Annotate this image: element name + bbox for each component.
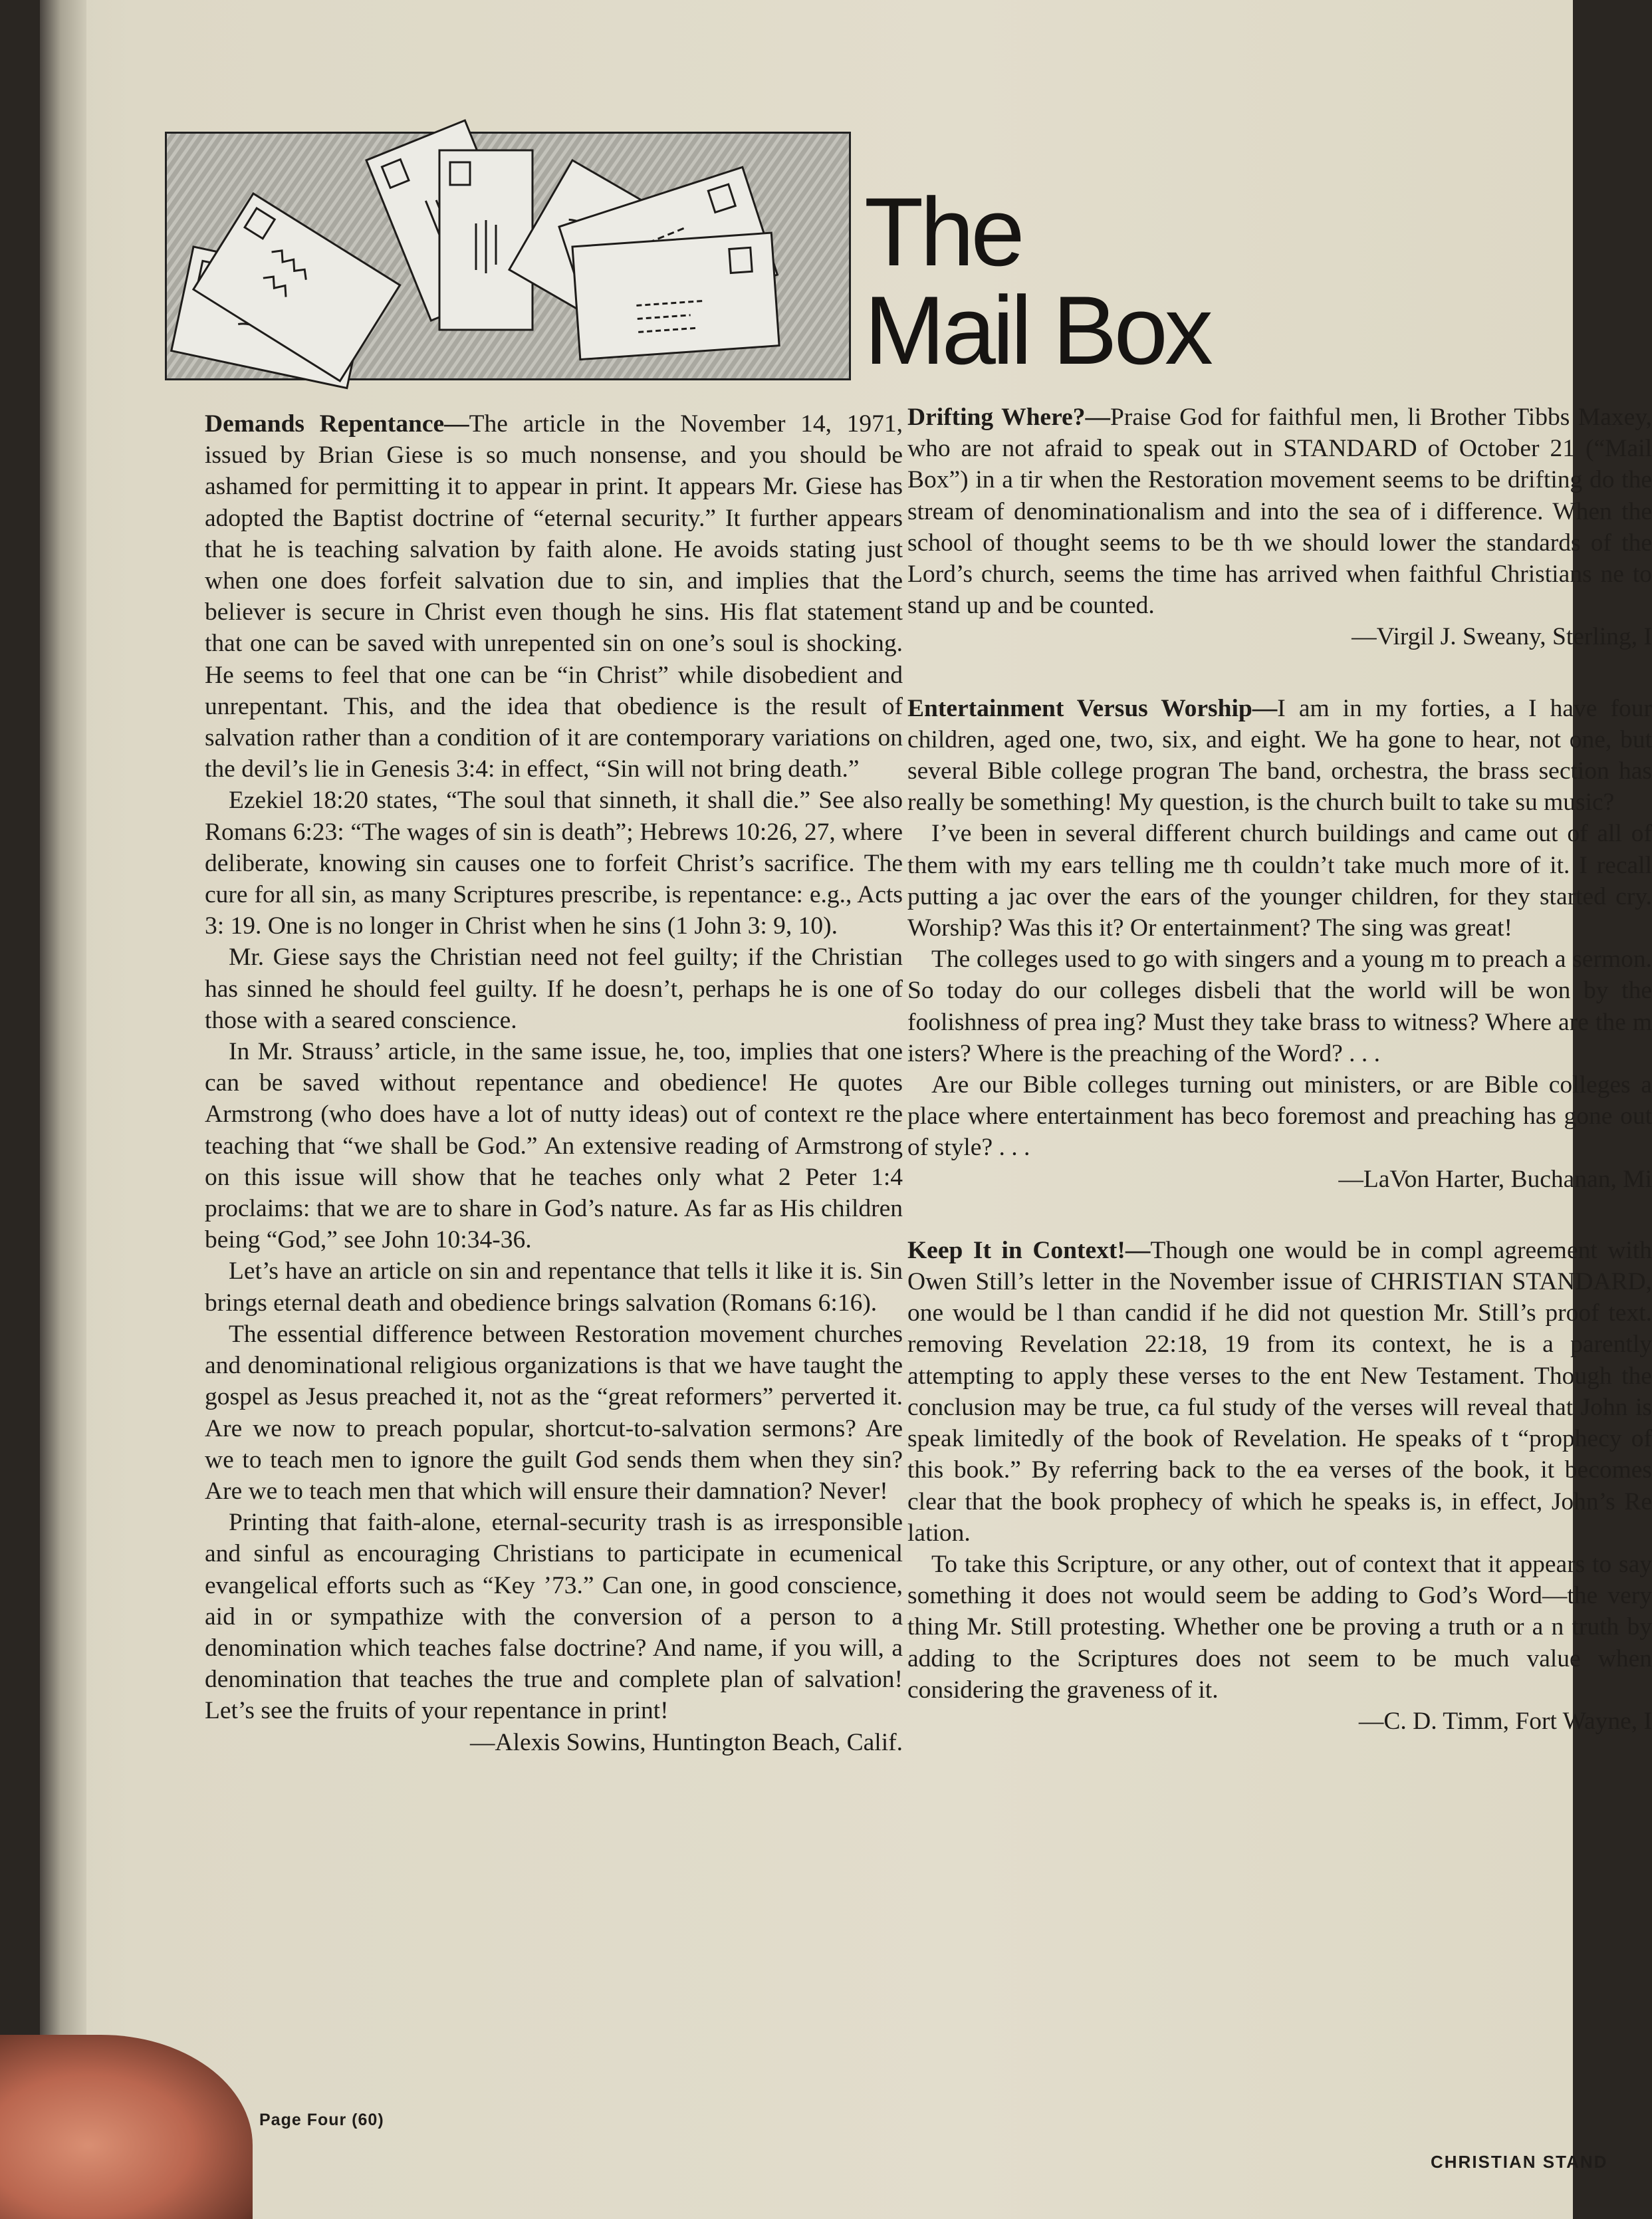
letter-paragraph: In Mr. Strauss’ article, in the same issue, he, too, implies that one can be saved without repentance and obedience! He quotes Armstrong (who does have a lot of nutty ideas) out of context re the teaching that “we shall be God.” An extensive reading of Armstrong on this issue will show that he teaches only what 2 Peter 1:4 proclaims: that we are to share in God’s nature. As far as His children being “God,” see John 10:34-36. xyxy=(205,1038,903,1254)
letter-demands-repentance xyxy=(205,408,903,1758)
binding-spine xyxy=(40,0,86,2219)
letter-paragraph: Though one would be in compl agreement with Owen Still’s letter in the November issue of CHRISTIAN STANDARD, one would be l than candid if he did not question Mr. Still’s proof text. removing Revelation 22:18, 19 from its context, he is a parently attempting to apply these verses to the ent New Testament. Though the conclusion may be true, ca ful study of the verses will reveal that John is speak limitedly of the book of Revelation. He speaks of t “prophecy of this book.” By referring back to the ea verses of the book, it becomes clear that the book prophecy of which he speaks is, in effect, John’s Re lation. xyxy=(907,1236,1652,1547)
letter-signature: —Virgil J. Sweany, Sterling, I xyxy=(1352,623,1652,651)
letter-heading: Drifting Where?— xyxy=(907,404,1110,431)
letter-entertainment-versus-worship xyxy=(907,693,1652,1195)
letter-signature: —C. D. Timm, Fort Wayne, I xyxy=(1358,1707,1652,1735)
letter-heading: Keep It in Context!— xyxy=(907,1236,1151,1264)
letter-paragraph: Are our Bible colleges turning out ministers, or are Bible colleges a place where entertainment has beco foremost and preaching has gone out of style? . . . xyxy=(907,1071,1652,1162)
letter-paragraph: I’ve been in several different church buildings and came out of all of them with my ears telling me th couldn’t take much more of it. I recall putting a jac over the ears of the younger children, for they started cry. Worship? Was this it? Or entertainment? The sing was great! xyxy=(907,820,1652,942)
letter-paragraph: Printing that faith-alone, eternal-security trash is as irresponsible and sinful as encouraging Christians to participate in ecumenical evangelical efforts such as “Key ’73.” Can one, in good conscience, aid in or sympathize with the conversion of a person to a denomination which teaches false doctrine? And name, if you will, a denomination that teaches the true and complete plan of salvation! Let’s see the fruits of your repentance in print! xyxy=(205,1509,903,1725)
letter-paragraph: The colleges used to go with singers and a young m to preach a sermon. So today do our colleges disbeli that the world will be won by the foolishness of prea ing? Must they take brass to witness? Where are the m isters? Where is the preaching of the Word? . . . xyxy=(907,946,1652,1067)
letter-keep-it-in-context xyxy=(907,1235,1652,1737)
magazine-name: CHRISTIAN STAND xyxy=(1431,2152,1608,2172)
envelopes-illustration xyxy=(165,132,851,380)
letter-paragraph: The essential difference between Restoration movement churches and denominational religious organizations is that we have taught the gospel as Jesus preached it, not as the “great reformers” perverted it. Are we now to preach popular, shortcut-to-salvation sermons? Are we to teach men to ignore the guilt God sends them when they sin? Are we to teach men that which will ensure their damnation? Never! xyxy=(205,1320,903,1505)
letter-heading: Demands Repentance— xyxy=(205,410,469,438)
letter-heading: Entertainment Versus Worship— xyxy=(907,694,1278,722)
letter-paragraph: Mr. Giese says the Christian need not feel guilty; if the Christian has sinned he should feel guilty. If he doesn’t, perhaps he is one of those with a seared conscience. xyxy=(205,944,903,1034)
letter-paragraph: I am in my forties, a I have four children, aged one, two, six, and eight. We ha gone to hear, not one, but several Bible college progran The band, orchestra, the brass section has really be something! My question, is the church built to take su music? xyxy=(907,694,1652,817)
letter-paragraph: Let’s have an article on sin and repentance that tells it like it is. Sin brings eternal death and obedience brings salvation (Romans 6:16). xyxy=(205,1257,903,1317)
title-line-2: Mail Box xyxy=(864,276,1210,384)
letter-signature: —LaVon Harter, Buchanan, Mi xyxy=(1338,1165,1652,1193)
letter-paragraph: Ezekiel 18:20 states, “The soul that sinneth, it shall die.” See also Romans 6:23: “The wages of sin is death”; Hebrews 10:26, 27, where deliberate, knowing sin causes one to forfeit Christ’s sacrifice. The cure for all sin, as many Scriptures prescribe, is repentance: e.g., Acts 3: 19. One is no longer in Christ when he sins (1 John 3: 9, 10). xyxy=(205,787,903,940)
page-number: Page Four (60) xyxy=(259,2111,384,2129)
letter-drifting-where xyxy=(907,402,1652,653)
left-column xyxy=(205,408,903,1798)
right-column xyxy=(907,402,1652,1777)
letter-paragraph: To take this Scripture, or any other, out of context that it appears to say something it does not would seem be adding to God’s Word—the very thing Mr. Still protesting. Whether one be proving a truth or a n truth by adding to the Scriptures does not seem to be much value when considering the graveness of it. xyxy=(907,1550,1652,1704)
letter-signature: —Alexis Sowins, Huntington Beach, Calif. xyxy=(470,1728,903,1756)
letter-paragraph: The article in the November 14, 1971, issued by Brian Giese is so much nonsense, and you should be ashamed for permitting it to appear in print. It appears Mr. Giese has adopted the Baptist doctrine of “eternal security.” It further appears that he is teaching salvation by faith alone. He avoids stating just when one does forfeit salvation due to sin, and implies that the believer is secure in Christ even though he sins. His flat statement that one can be saved with unrepented sin on one’s soul is shocking. He seems to feel that one can be “in Christ” while disobedient and unrepentant. This, and the idea that obedience is the result of salvation rather than a condition of it are contemporary variations on the devil’s lie in Genesis 3:4: in effect, “Sin will not bring death.” xyxy=(205,410,903,783)
magazine-page xyxy=(40,0,1652,2219)
masthead-title xyxy=(864,178,1210,384)
letter-paragraph: Praise God for faithful men, li Brother Tibbs Maxey, who are not afraid to speak out in STANDARD of October 21 (“Mail Box”) in a tir when the Restoration movement seems to be drifting do the stream of denominationalism and into the sea of i difference. When the school of thought seems to be th we should lower the standards of the Lord’s church, seems the time has arrived when faithful Christians ne to stand up and be counted. xyxy=(907,404,1652,620)
title-line-1: The xyxy=(864,178,1022,286)
